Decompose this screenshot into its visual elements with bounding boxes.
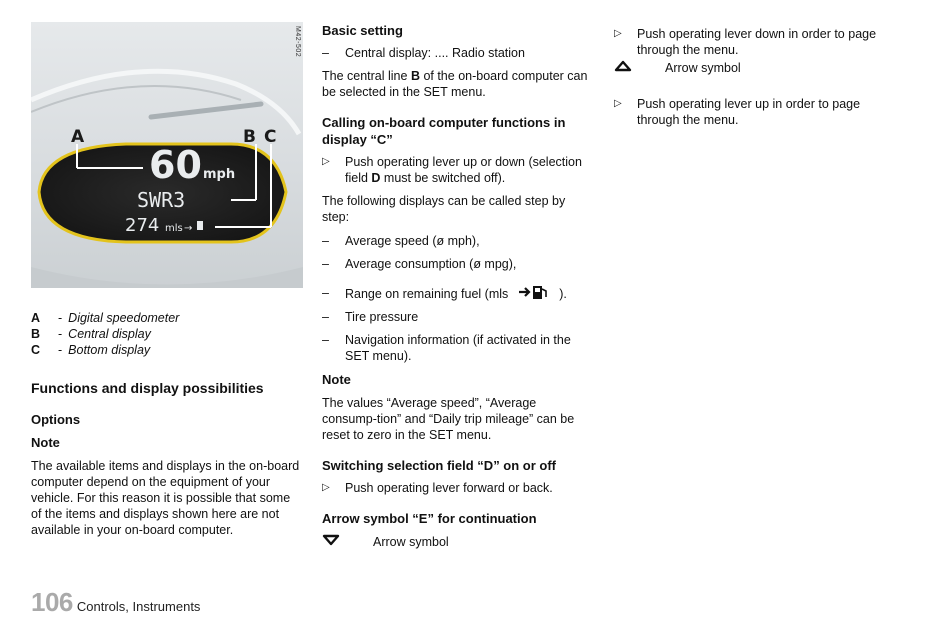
display-item: Tire pressure [345, 310, 419, 324]
calling-functions-heading: Calling on-board computer functions in display “C” [322, 115, 566, 147]
section-title: Functions and display possibilities [31, 380, 264, 396]
list-item [614, 26, 886, 58]
figure-code: M42-502 [294, 26, 301, 58]
list-item [322, 480, 594, 496]
list-item [322, 332, 594, 364]
central-line-text: The central line B of the on-board computer can be selected in the SET menu. [322, 69, 588, 99]
display-item: Average speed (ø mph), [345, 234, 480, 248]
figure-legend [31, 310, 303, 358]
display-item: Average consumption (ø mpg), [345, 257, 517, 271]
switching-heading: Switching selection field “D” on or off [322, 458, 557, 473]
instrument-display-figure [31, 22, 303, 292]
display-item: Range on remaining fuel (mls ). [345, 284, 594, 302]
page-number: 106 [31, 587, 73, 617]
dash-marker: – [322, 234, 329, 248]
list-item [322, 233, 594, 249]
column-right [614, 22, 886, 135]
arrow-down-row [322, 534, 594, 550]
list-item [614, 96, 886, 128]
triangle-marker: ▷ [322, 156, 330, 167]
callout-a: A [71, 127, 85, 147]
column-left [31, 22, 303, 538]
triangle-marker: ▷ [322, 482, 330, 493]
bottom-display-unit: mls [165, 223, 183, 234]
column-middle [322, 22, 594, 558]
legend-row [31, 342, 303, 358]
list-item [322, 284, 594, 302]
following-displays-text: The following displays can be called step by step: [322, 194, 566, 224]
bottom-display-value: 274 [125, 215, 160, 236]
legend-text: Bottom display [68, 343, 151, 357]
legend-separator: - [58, 311, 63, 325]
speed-value: 60 [149, 143, 202, 187]
dash-marker: – [322, 310, 329, 324]
options-heading: Options [31, 412, 81, 427]
basic-setting-heading: Basic setting [322, 23, 403, 38]
list-item [322, 45, 594, 61]
page-footer [31, 587, 201, 617]
legend-text: Digital speedometer [68, 311, 180, 325]
note-text: The values “Average speed”, “Average consump-tion” and “Daily trip mileage” can be reset to zero in the SET menu. [322, 396, 575, 442]
speed-unit: mph [203, 167, 236, 182]
note-heading: Note [322, 372, 351, 387]
arrow-symbol-heading: Arrow symbol “E” for continuation [322, 511, 537, 526]
note-text: The available items and displays in the on-board computer depend on the equipment of your vehicle. For this reason it is possible that some of the items and displays shown here are not available in your on-board computer. [31, 459, 300, 537]
legend-text: Central display [68, 327, 151, 341]
arrow-up-icon [614, 60, 665, 76]
legend-separator: - [58, 343, 63, 357]
dash-marker: – [322, 257, 329, 271]
range-fuel-icon [518, 284, 552, 300]
page-up-instruction: Push operating lever up in order to page through the menu. [637, 97, 861, 127]
legend-separator: - [58, 327, 63, 341]
legend-key: A [31, 311, 41, 325]
dash-marker: – [322, 286, 329, 300]
instrument-cluster-illustration [31, 22, 303, 292]
legend-key: B [31, 327, 41, 341]
list-item [322, 154, 594, 186]
page-category: Controls, Instruments [76, 599, 201, 614]
legend-row [31, 326, 303, 342]
callout-b: B [243, 127, 256, 147]
switching-instruction: Push operating lever forward or back. [345, 481, 553, 495]
arrow-up-row [614, 60, 886, 76]
fuel-pump-icon [197, 221, 203, 230]
arrow-down-icon [322, 534, 373, 550]
triangle-marker: ▷ [614, 28, 622, 39]
dash-marker: – [322, 333, 329, 347]
arrow-up-label: Arrow symbol [665, 61, 741, 75]
page-down-instruction: Push operating lever down in order to page through the menu. [637, 27, 877, 57]
triangle-marker: ▷ [614, 98, 622, 109]
central-display-text: SWR3 [137, 188, 186, 212]
legend-row [31, 310, 303, 326]
legend-key: C [31, 343, 41, 357]
list-item [322, 309, 594, 325]
arrow-icon: → [184, 223, 193, 234]
basic-setting-item: Central display: .... Radio station [345, 46, 525, 60]
dash-marker: – [322, 46, 329, 60]
display-item: Navigation information (if activated in the SET menu). [345, 333, 571, 363]
arrow-down-label: Arrow symbol [373, 535, 449, 549]
push-lever-instruction: Push operating lever up or down (selection field D must be switched off). [345, 155, 582, 185]
list-item [322, 256, 594, 272]
callout-c: C [264, 127, 277, 147]
note-heading: Note [31, 435, 60, 450]
